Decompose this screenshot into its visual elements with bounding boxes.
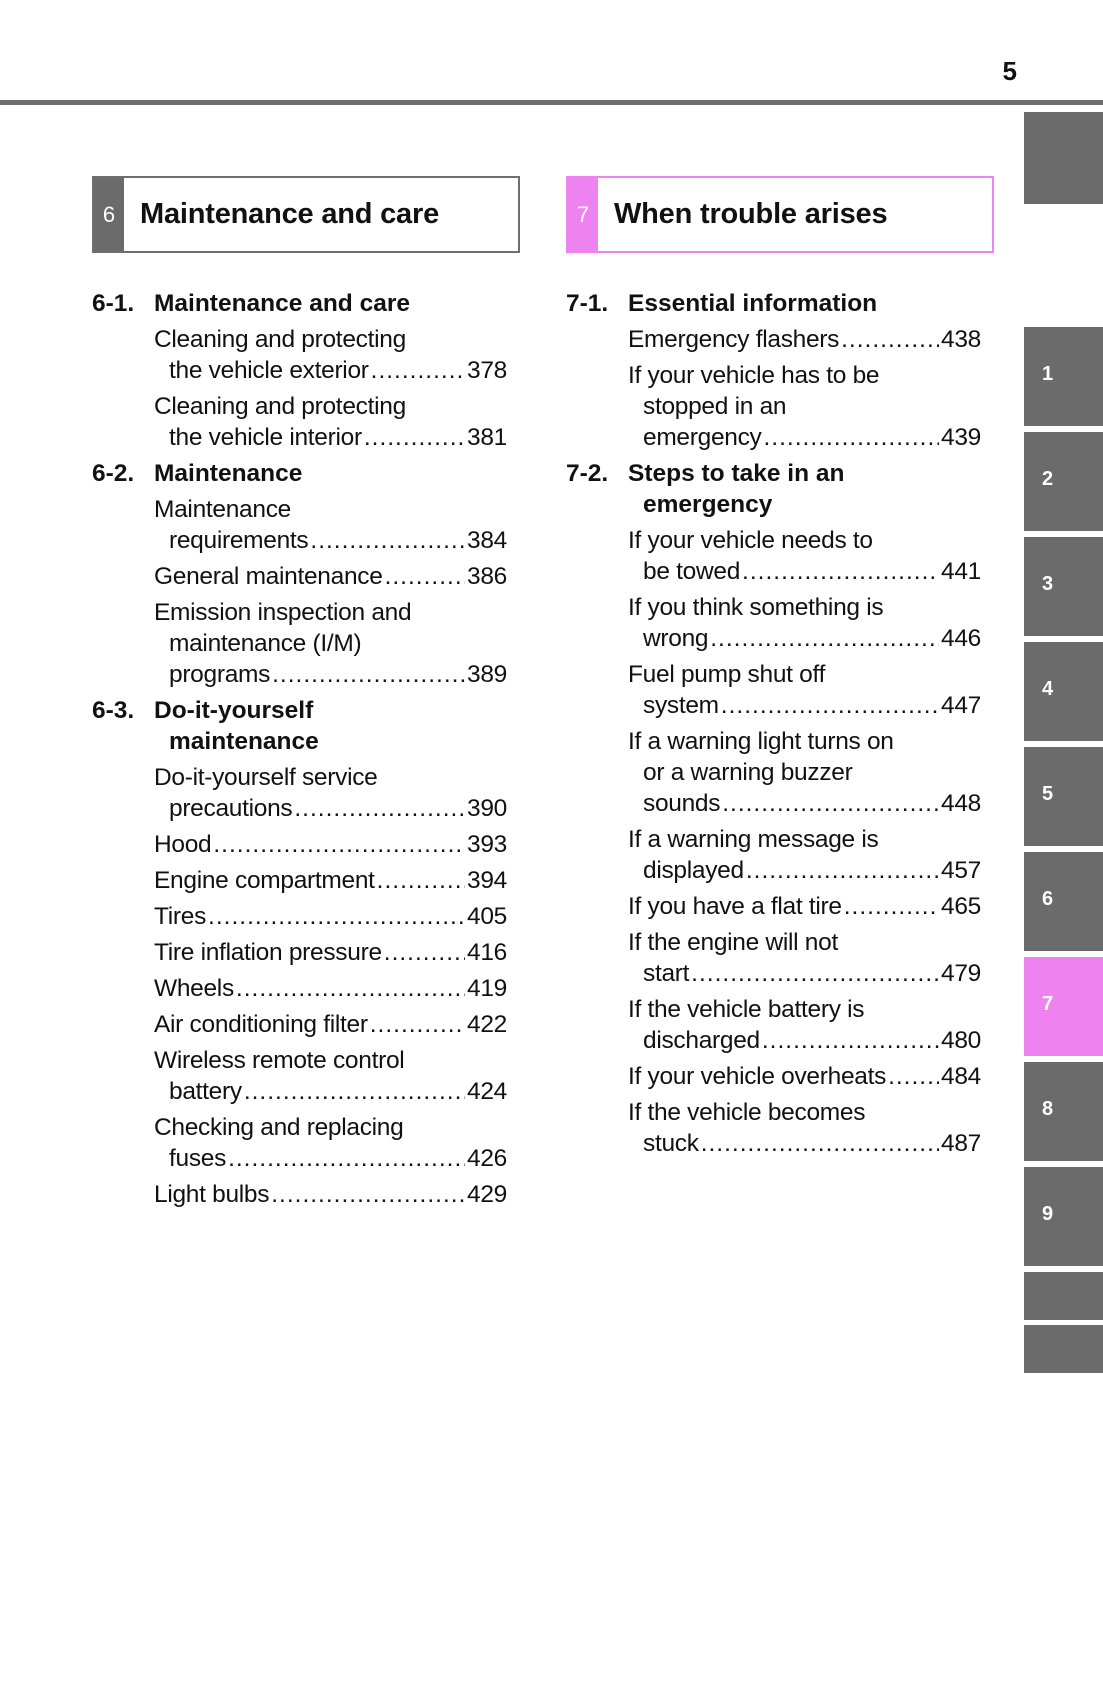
section-6-header [92,176,520,253]
toc-entry[interactable] [628,1097,981,1159]
toc-group-number: 6-1. [92,290,135,317]
toc-entry-text: Cleaning and protecting [154,393,406,420]
toc-entry[interactable] [628,927,981,989]
toc-entry-text: If you have a flat tire [628,893,842,920]
toc-entry-text: If the vehicle battery is [628,996,865,1023]
chapter-tab-8[interactable] [1024,1062,1103,1161]
toc-entry-text: stopped in an [643,393,787,420]
toc-entry[interactable] [628,592,981,654]
toc-page-number: 429 [467,1181,507,1208]
toc-entry-text: General maintenance [154,563,383,590]
toc-page-number: 424 [467,1078,507,1105]
toc-page-number: 487 [941,1130,981,1157]
toc-page-number: 394 [467,867,507,894]
dot-leader [208,901,465,932]
dot-leader [721,690,939,721]
toc-entry-text: Do-it-yourself service [154,764,378,791]
toc-group-title: Maintenance [154,460,303,487]
toc-entry-text: If the vehicle becomes [628,1099,866,1126]
header-rule [0,100,1103,105]
chapter-tab-4[interactable] [1024,642,1103,741]
toc-entry[interactable] [628,360,981,453]
toc-entry[interactable] [628,994,981,1056]
toc-page-number: 393 [467,831,507,858]
chapter-tab-1[interactable] [1024,327,1103,426]
toc-entry-text: Cleaning and protecting [154,326,406,353]
dot-leader [701,1128,939,1159]
dot-leader [691,958,939,989]
chapter-tab-label: 4 [1042,678,1054,700]
toc-page-number: 447 [941,692,981,719]
toc-page-number: 389 [467,661,507,688]
toc-group-title: Essential information [628,290,878,317]
toc-group-heading [92,458,507,489]
chapter-tab-label: 6 [1042,888,1054,910]
chapter-tab-5[interactable] [1024,747,1103,846]
toc-page-number: 448 [941,790,981,817]
toc-group-number: 6-2. [92,460,135,487]
toc-entry-text: be towed [643,558,741,585]
toc-entry-text: fuses [169,1145,227,1172]
toc-group-title: Steps to take in an emergency [628,460,845,518]
toc-page-number: 419 [467,975,507,1002]
chapter-tab-label: 8 [1042,1098,1054,1120]
chapter-tab-6[interactable] [1024,852,1103,951]
toc-entry[interactable] [154,1112,507,1174]
toc-entry-text: the vehicle exterior [169,357,369,384]
toc-page-number: 381 [467,424,507,451]
chapter-tab-7[interactable] [1024,957,1103,1056]
toc-group-heading [566,458,981,520]
toc-entry[interactable] [154,973,507,1004]
chapter-tab-label: 9 [1042,1203,1054,1225]
toc-entry-text: If your vehicle has to be [628,362,880,389]
toc-entry[interactable] [154,391,507,453]
toc-entry-text: system [643,692,719,719]
toc-group-number: 7-1. [566,290,609,317]
toc-page-number: 446 [941,625,981,652]
chapter-tabs [1024,112,1103,1378]
dot-leader [294,793,465,824]
toc-entry-text: emergency [643,424,762,451]
toc-entry-text: start [643,960,690,987]
toc-entry-text: Wheels [154,975,234,1002]
toc-page-number: 378 [467,357,507,384]
chapter-tab-9[interactable] [1024,1167,1103,1266]
dot-leader [371,355,465,386]
toc-entry[interactable] [628,726,981,819]
chapter-tab-label: 7 [1042,993,1054,1015]
toc-page-number: 457 [941,857,981,884]
toc-entry[interactable] [154,865,507,896]
chapter-tab-blank [1024,112,1103,204]
toc-group-heading [566,288,981,319]
toc-entry-text: Fuel pump shut off [628,661,826,688]
dot-leader [844,891,939,922]
chapter-tab-label: 1 [1042,363,1054,385]
toc-entry[interactable] [154,494,507,556]
toc-entry-text: or a warning buzzer [643,759,853,786]
toc-entry-text: battery [169,1078,242,1105]
section-title: When trouble arises [614,198,888,230]
dot-leader [710,623,939,654]
dot-leader [384,937,465,968]
toc-entry-text: Air conditioning filter [154,1011,368,1038]
chapter-tab-label: 3 [1042,573,1054,595]
dot-leader [841,324,939,355]
dot-leader [742,556,939,587]
dot-leader [722,788,939,819]
toc-entry-text: sounds [643,790,721,817]
dot-leader [310,525,465,556]
dot-leader [236,973,465,1004]
section-number: 7 [568,178,598,251]
toc-entry-text: Tires [154,903,207,930]
toc-entry-text: programs [169,661,271,688]
chapter-tab-blank [1024,1272,1103,1320]
toc-group-number: 6-3. [92,697,135,724]
toc-page-number: 405 [467,903,507,930]
toc-entry-text: If the engine will not [628,929,838,956]
toc-entry-text: Emergency flashers [628,326,840,353]
dot-leader [272,659,465,690]
toc-entry-text: wrong [643,625,709,652]
toc-entry-text: Maintenance [154,496,291,523]
toc-entry-text: the vehicle interior [169,424,362,451]
chapter-tab-label: 5 [1042,783,1054,805]
toc-entry-text: stuck [643,1130,699,1157]
toc-column-7 [566,283,981,1159]
toc-entry[interactable] [154,762,507,824]
toc-page-number: 439 [941,424,981,451]
toc-group-title: Maintenance and care [154,290,410,317]
toc-entry[interactable] [628,824,981,886]
toc-entry[interactable] [154,324,507,386]
toc-entry[interactable] [154,1045,507,1107]
toc-entry[interactable] [628,659,981,721]
toc-entry[interactable] [154,937,507,968]
toc-entry[interactable] [154,561,507,592]
toc-entry-text: Wireless remote control [154,1047,405,1074]
toc-entry[interactable] [154,1009,507,1040]
dot-leader [364,422,465,453]
toc-page-number: 484 [941,1063,981,1090]
dot-leader [244,1076,465,1107]
dot-leader [385,561,465,592]
toc-entry-text: maintenance (I/M) [169,630,362,657]
toc-page-number: 426 [467,1145,507,1172]
toc-group-title: Do-it-yourself maintenance [154,697,319,755]
toc-entry[interactable] [628,525,981,587]
toc-entry-text: discharged [643,1027,760,1054]
toc-entry-text: requirements [169,527,309,554]
page-number: 5 [1002,56,1018,86]
toc-page-number: 438 [941,326,981,353]
toc-page-number: 479 [941,960,981,987]
toc-entry-text: If a warning light turns on [628,728,894,755]
dot-leader [746,855,939,886]
toc-entry-text: Hood [154,831,212,858]
toc-entry-text: Checking and replacing [154,1114,404,1141]
dot-leader [228,1143,465,1174]
dot-leader [213,829,465,860]
chapter-tab-label: 2 [1042,468,1054,490]
section-7-header [566,176,994,253]
toc-entry-text: Engine compartment [154,867,375,894]
toc-group-heading [92,695,507,757]
toc-entry[interactable] [628,1061,981,1092]
toc-column-6 [92,283,507,1210]
toc-entry[interactable] [628,891,981,922]
dot-leader [377,865,465,896]
toc-entry[interactable] [154,597,507,690]
toc-entry-text: precautions [169,795,293,822]
toc-group-number: 7-2. [566,460,609,487]
toc-group-heading [92,288,507,319]
section-title: Maintenance and care [140,198,439,230]
toc-entry[interactable] [154,901,507,932]
toc-entry-text: If a warning message is [628,826,879,853]
toc-entry-text: Emission inspection and [154,599,412,626]
chapter-tab-2[interactable] [1024,432,1103,531]
dot-leader [370,1009,465,1040]
dot-leader [271,1179,465,1210]
toc-entry-text: If your vehicle needs to [628,527,873,554]
toc-entry-text: If you think something is [628,594,884,621]
toc-page-number: 416 [467,939,507,966]
dot-leader [762,1025,939,1056]
toc-page-number: 386 [467,563,507,590]
toc-entry[interactable] [154,829,507,860]
toc-page-number: 441 [941,558,981,585]
toc-page-number: 422 [467,1011,507,1038]
toc-entry[interactable] [154,1179,507,1210]
toc-entry-text: If your vehicle overheats [628,1063,887,1090]
toc-entry-text: Light bulbs [154,1181,270,1208]
dot-leader [888,1061,939,1092]
toc-page-number: 390 [467,795,507,822]
toc-entry[interactable] [628,324,981,355]
chapter-tab-blank [1024,1325,1103,1373]
dot-leader [764,422,940,453]
chapter-tab-3[interactable] [1024,537,1103,636]
toc-page-number: 384 [467,527,507,554]
section-number: 6 [94,178,124,251]
toc-entry-text: displayed [643,857,744,884]
toc-entry-text: Tire inflation pressure [154,939,382,966]
toc-page-number: 480 [941,1027,981,1054]
toc-page-number: 465 [941,893,981,920]
